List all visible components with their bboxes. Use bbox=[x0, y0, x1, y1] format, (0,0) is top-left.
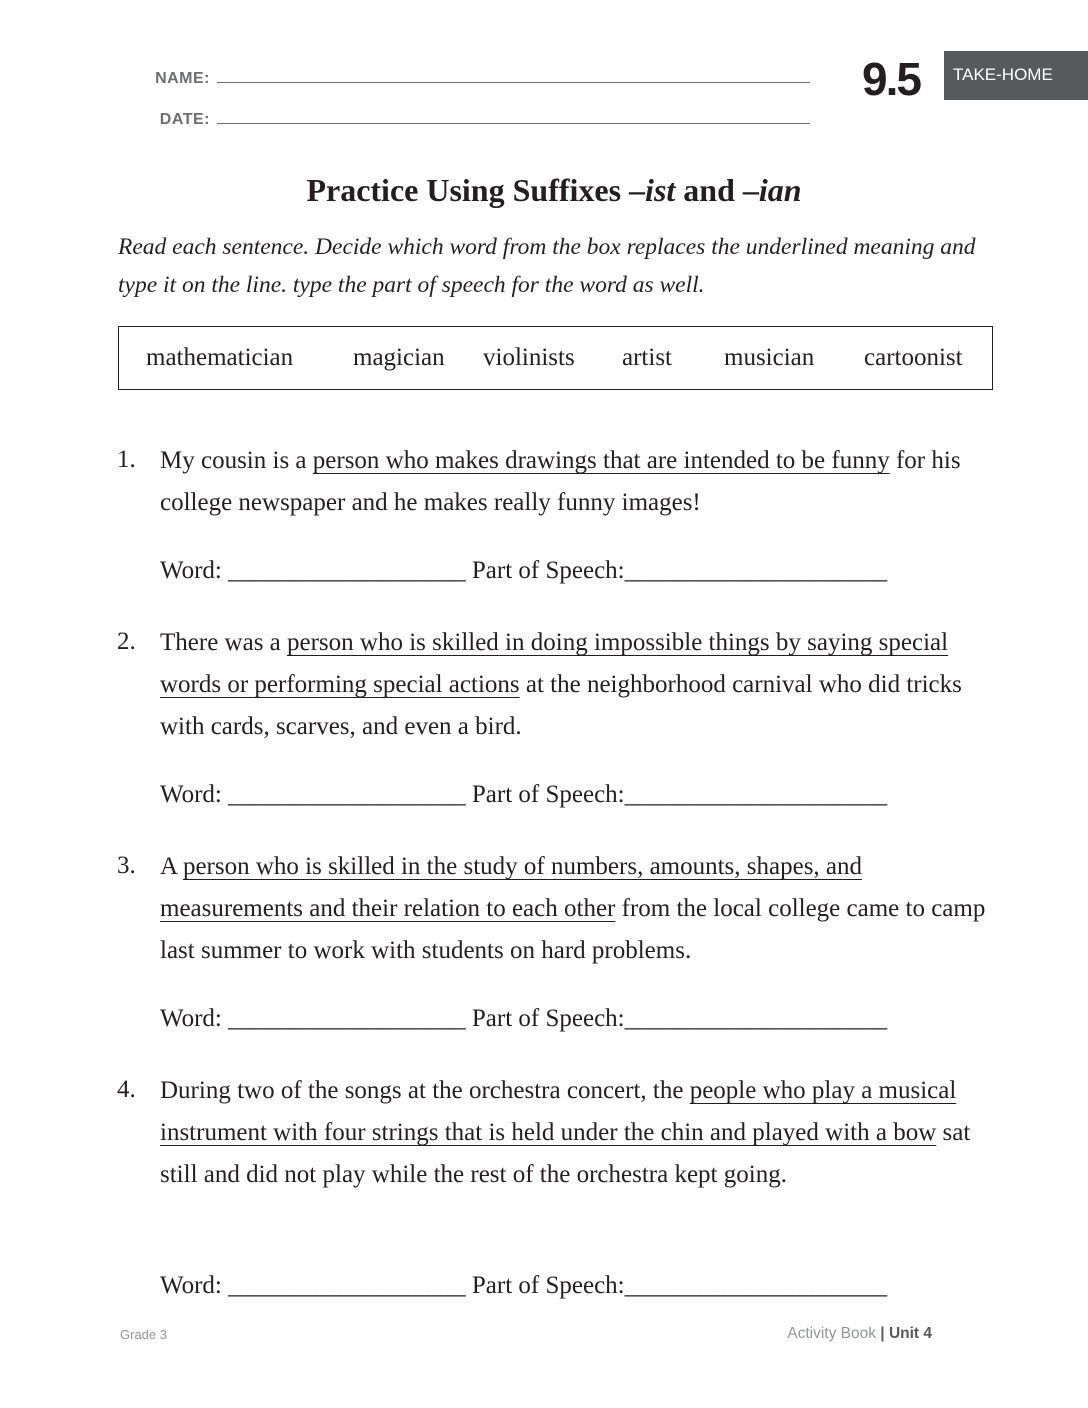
take-home-tab: TAKE-HOME bbox=[944, 51, 1088, 100]
question-text-before: During two of the songs at the orchestra concert, the bbox=[160, 1077, 690, 1104]
question-text-before: There was a bbox=[160, 629, 288, 656]
footer-separator: | bbox=[880, 1325, 889, 1342]
word-box-item: magician bbox=[353, 344, 445, 371]
part-of-speech-field[interactable]: Part of Speech:_____________________ bbox=[471, 1005, 888, 1032]
title-and: and – bbox=[675, 172, 759, 208]
word-box-item: musician bbox=[724, 344, 815, 371]
title-suffix-ist: ist bbox=[645, 172, 676, 208]
question-text bbox=[160, 440, 1010, 524]
question-number: 1. bbox=[117, 446, 136, 473]
question-text-after: from the local college came to camp last summer to work with students on hard problems. bbox=[160, 895, 986, 964]
word-answer-field[interactable]: Word: ___________________ bbox=[160, 1005, 466, 1032]
underlined-meaning: person who makes drawings that are intended to be funny bbox=[312, 447, 890, 474]
date-label: DATE: bbox=[159, 111, 210, 128]
title-suffix-ian: ian bbox=[758, 172, 802, 208]
answer-line[interactable] bbox=[160, 557, 887, 585]
question-text-after: sat still and did not play while the rest of the orchestra kept going. bbox=[160, 1119, 971, 1188]
underlined-meaning: people who play a musical instrument with four strings that is held under the chin and played with a bow bbox=[160, 1077, 957, 1146]
question-text-after: for his college newspaper and he makes really funny images! bbox=[160, 447, 961, 516]
word-box-item: artist bbox=[622, 344, 672, 371]
question-text-before: A bbox=[160, 853, 183, 880]
word-box-item: mathematician bbox=[146, 344, 294, 371]
underlined-meaning: person who is skilled in doing impossible things by saying special words or performing special actions bbox=[160, 629, 949, 698]
question-number: 4. bbox=[117, 1076, 136, 1103]
question-text bbox=[160, 622, 1010, 748]
part-of-speech-field[interactable]: Part of Speech:_____________________ bbox=[471, 781, 888, 808]
date-line[interactable] bbox=[217, 123, 810, 124]
word-box-item: violinists bbox=[483, 344, 575, 371]
answer-line[interactable] bbox=[160, 1005, 887, 1033]
word-answer-field[interactable]: Word: ___________________ bbox=[160, 1272, 466, 1299]
instructions: Read each sentence. Decide which word from the box replaces the underlined meaning and type it on the line. type the part of speech for the word as well. bbox=[118, 234, 976, 298]
word-answer-field[interactable]: Word: ___________________ bbox=[160, 557, 466, 584]
question-text-before: My cousin is a bbox=[160, 447, 313, 474]
answer-line[interactable] bbox=[160, 1272, 887, 1300]
word-box-item: cartoonist bbox=[864, 344, 963, 371]
question-number: 2. bbox=[117, 628, 136, 655]
footer-grade: Grade 3 bbox=[120, 1327, 167, 1342]
name-label: NAME: bbox=[155, 70, 210, 87]
question-text bbox=[160, 1070, 1010, 1196]
footer-book-title: Activity Book bbox=[787, 1325, 881, 1342]
answer-line[interactable] bbox=[160, 781, 887, 809]
word-box bbox=[118, 326, 993, 390]
part-of-speech-field[interactable]: Part of Speech:_____________________ bbox=[471, 557, 888, 584]
name-line[interactable] bbox=[217, 82, 810, 83]
footer-book bbox=[787, 1325, 932, 1343]
lesson-number: 9.5 bbox=[862, 53, 920, 105]
question-text bbox=[160, 846, 1010, 972]
question-number: 3. bbox=[117, 852, 136, 879]
part-of-speech-field[interactable]: Part of Speech:_____________________ bbox=[471, 1272, 888, 1299]
title-prefix: Practice Using Suffixes – bbox=[306, 172, 646, 208]
footer-unit: Unit 4 bbox=[888, 1325, 932, 1342]
question-text-after: at the neighborhood carnival who did tricks with cards, scarves, and even a bird. bbox=[160, 671, 962, 740]
word-answer-field[interactable]: Word: ___________________ bbox=[160, 781, 466, 808]
underlined-meaning: person who is skilled in the study of numbers, amounts, shapes, and measurements and their relation to each other bbox=[160, 853, 863, 922]
page-title bbox=[0, 172, 1088, 209]
